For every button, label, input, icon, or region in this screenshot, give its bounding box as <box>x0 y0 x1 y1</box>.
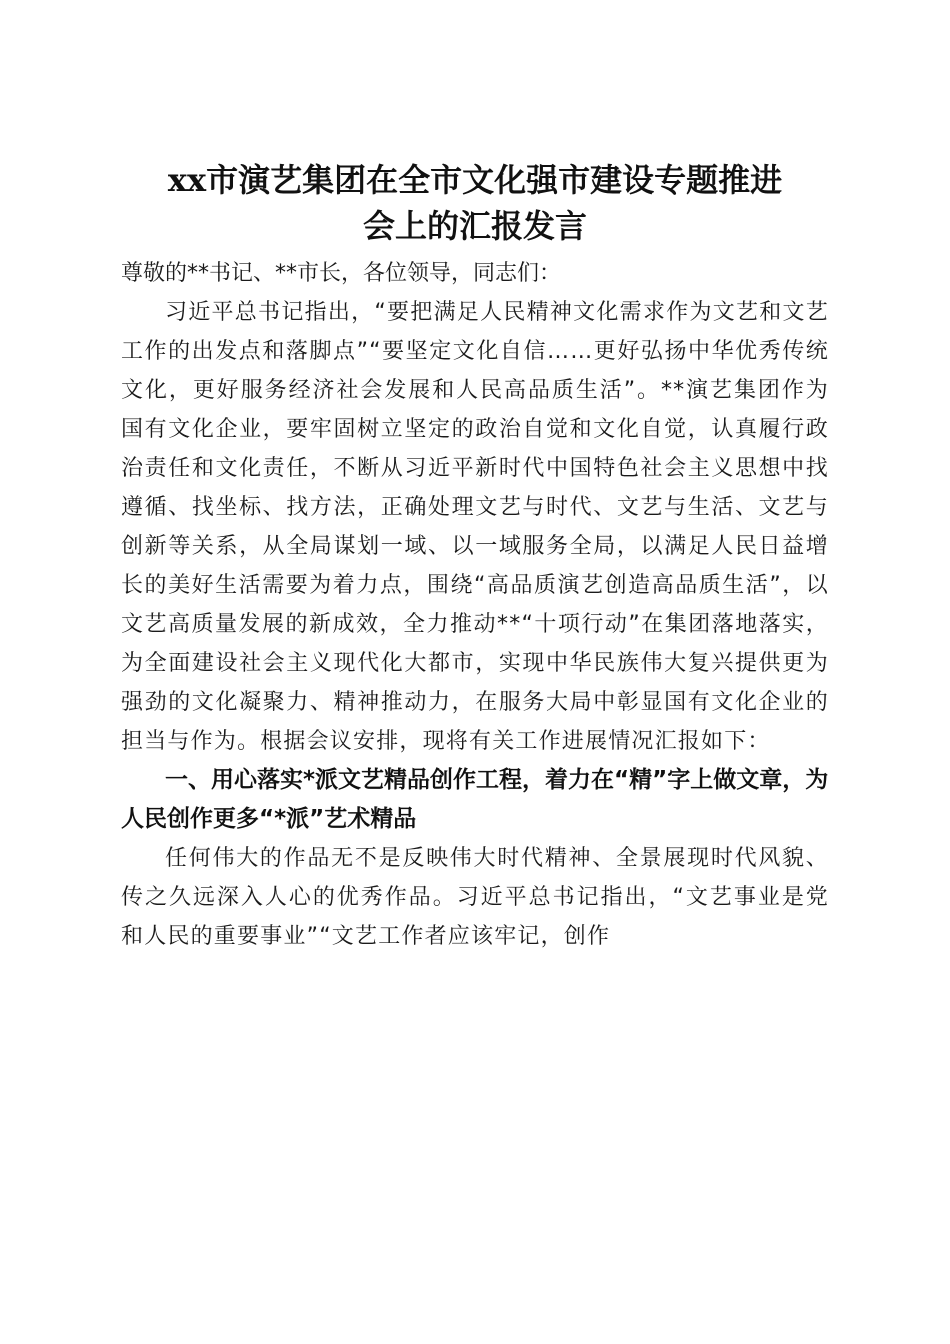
paragraph-intro: 习近平总书记指出，“要把满足人民精神文化需求作为文艺和文艺工作的出发点和落脚点”“要坚定文化自信……更好弘扬中华优秀传统文化，更好服务经济社会发展和人民高品质生活”。**演艺集团作为国有文化企业，要牢固树立坚定的政治自觉和文化自觉，认真履行政治责任和文化责任，不断从习近平新时代中国特色社会主义思想中找遵循、找坐标、找方法，正确处理文艺与时代、文艺与生活、文艺与创新等关系，从全局谋划一域、以一域服务全局，以满足人民日益增长的美好生活需要为着力点，围绕“高品质演艺创造高品质生活”，以文艺高质量发展的新成效，全力推动**“十项行动”在集团落地落实，为全面建设社会主义现代化大都市，实现中华民族伟大复兴提供更为强劲的文化凝聚力、精神推动力，在服务大局中彰显国有文化企业的担当与作为。根据会议安排，现将有关工作进展情况汇报如下： <box>121 300 829 754</box>
section-heading-1: 一、用心落实*派文艺精品创作工程，着力在“精”字上做文章，为人民创作更多“*派”艺术精品 <box>121 767 829 832</box>
document-title <box>100 157 850 249</box>
title-line-1: xx市演艺集团在全市文化强市建设专题推进 <box>167 161 783 200</box>
salutation: 尊敬的**书记、**市长，各位领导，同志们： <box>121 261 562 286</box>
paragraph-section-1: 任何伟大的作品无不是反映伟大时代精神、全景展现时代风貌、传之久远深入人心的优秀作品。习近平总书记指出，“文艺事业是党和人民的重要事业”“文艺工作者应该牢记，创作 <box>121 846 829 949</box>
title-line-2: 会上的汇报发言 <box>362 207 587 246</box>
document-body <box>121 254 829 956</box>
